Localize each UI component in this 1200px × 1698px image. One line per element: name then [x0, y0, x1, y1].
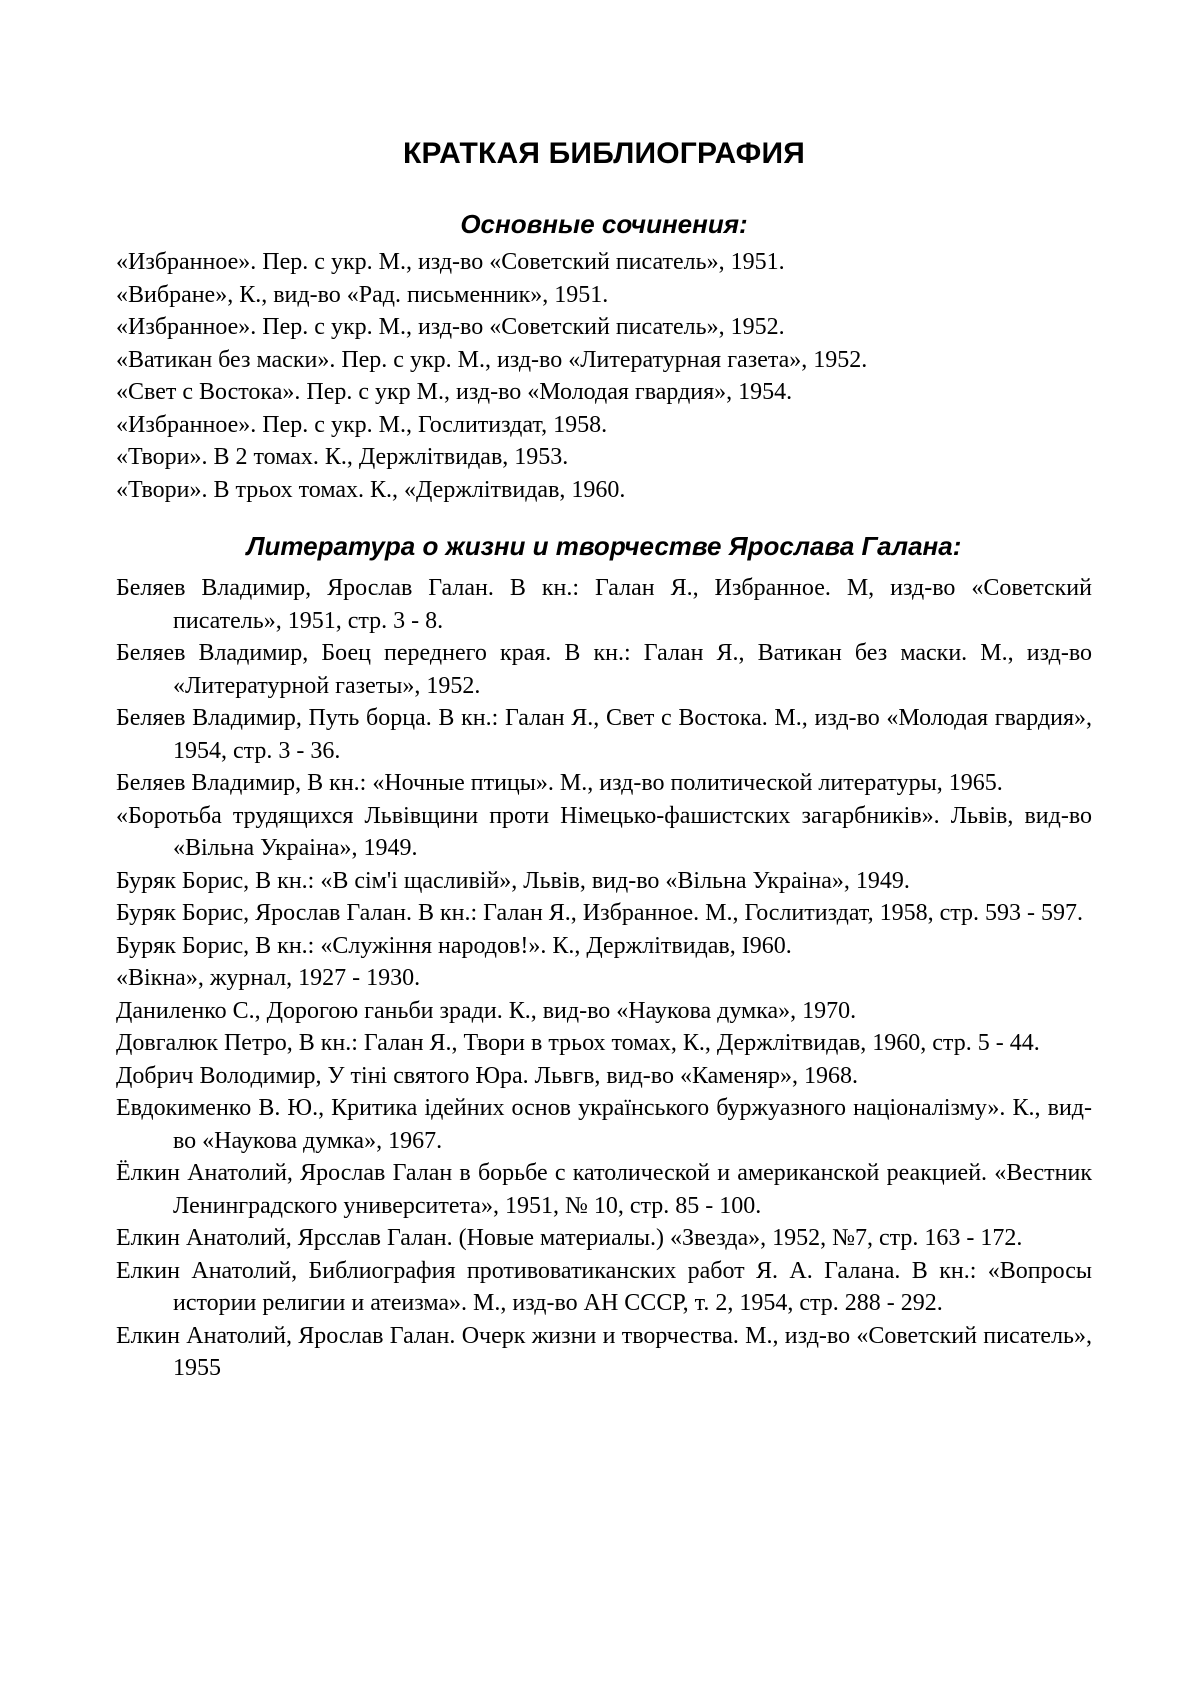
- literature-item: Евдокименко В. Ю., Критика ідейних основ українського буржуазного націоналізму». К., вид-во «Наукова думка», 1967.: [116, 1095, 1092, 1154]
- literature-item: Ёлкин Анатолий, Ярослав Галан в борьбе с католической и американской реакцией. «Вестник Ленинградского университета», 1951, № 10, стр. 85 - 100.: [116, 1160, 1092, 1219]
- literature-item: Беляев Владимир, Боец переднего края. В кн.: Галан Я., Ватикан без маски. М., изд-во «Литературной газеты», 1952.: [116, 640, 1092, 699]
- works-item: «Избранное». Пер. с укр. М., изд-во «Советский писатель», 1951.: [116, 249, 785, 275]
- literature-item: Добрич Володимир, У тіні святого Юра. Львгв, вид-во «Каменяр», 1968.: [116, 1062, 859, 1089]
- works-item: «Ватикан без маски». Пер. с укр. М., изд-во «Литературная газета», 1952.: [116, 346, 868, 373]
- literature-item: Довгалюк Петро, В кн.: Галан Я., Твори в трьох томах, К., Держлітвидав, 1960, стр. 5 - 44.: [116, 1030, 1040, 1056]
- literature-item: Буряк Борис, В кн.: «В сім'і щасливій», Львів, вид-во «Вільна Украіна», 1949.: [116, 867, 910, 894]
- literature-item: Елкин Анатолий, Ярсслав Галан. (Новые материалы.) «Звезда», 1952, №7, стр. 163 - 172.: [116, 1225, 1023, 1251]
- works-item: «Свет с Востока». Пер. с укр М., изд-во «Молодая гвардия», 1954.: [116, 379, 793, 405]
- literature-item: Елкин Анатолий, Ярослав Галан. Очерк жизни и творчества. М., изд-во «Советский писатель», 1955: [116, 1322, 1092, 1381]
- works-item: «Твори». В трьох томах. К., «Держлітвидав, 1960.: [116, 476, 626, 503]
- literature-item: «Боротьба трудящихся Львівщини проти Німецько-фашистских загарбників». Львів, вид-во «Вільна Украіна», 1949.: [116, 802, 1092, 861]
- literature-section-heading: Литература о жизни и творчестве Ярослава Галана:: [246, 531, 962, 561]
- works-item: «Вибране», К., вид-во «Рад. письменник», 1951.: [116, 281, 609, 308]
- literature-item: Буряк Борис, Ярослав Галан. В кн.: Галан Я., Избранное. М., Гослитиздат, 1958, стр. 593 - 597.: [116, 900, 1084, 926]
- works-item: «Избранное». Пер. с укр. М., Гослитиздат, 1958.: [116, 411, 608, 438]
- literature-item: Беляев Владимир, Ярослав Галан. В кн.: Галан Я., Избранное. М, изд-во «Советский писатель», 1951, стр. 3 - 8.: [116, 575, 1092, 634]
- literature-item: Беляев Владимир, Путь борца. В кн.: Галан Я., Свет с Востока. М., изд-во «Молодая гвардия», 1954, стр. 3 - 36.: [116, 705, 1092, 764]
- literature-item: Беляев Владимир, В кн.: «Ночные птицы». М., изд-во политической литературы, 1965.: [116, 770, 1003, 796]
- literature-item: «Вікна», журнал, 1927 - 1930.: [116, 965, 421, 991]
- literature-item: Буряк Борис, В кн.: «Служіння народов!». К., Держлітвидав, І960.: [116, 932, 792, 959]
- works-list: [116, 246, 1092, 506]
- literature-list: [116, 572, 1092, 1385]
- literature-item: Елкин Анатолий, Библиография противоватиканских работ Я. А. Галана. В кн.: «Вопросы истории религии и атеизма». М., изд-во АН СССР, т. 2, 1954, стр. 288 - 292.: [116, 1257, 1092, 1316]
- works-item: «Избранное». Пер. с укр. М., изд-во «Советский писатель», 1952.: [116, 314, 785, 340]
- works-item: «Твори». В 2 томах. К., Держлітвидав, 1953.: [116, 444, 569, 470]
- page-title: КРАТКАЯ БИБЛИОГРАФИЯ: [403, 137, 805, 170]
- literature-item: Даниленко С., Дорогою ганьби зради. К., вид-во «Наукова думка», 1970.: [116, 997, 857, 1024]
- works-section-heading: Основные сочинения:: [460, 209, 748, 239]
